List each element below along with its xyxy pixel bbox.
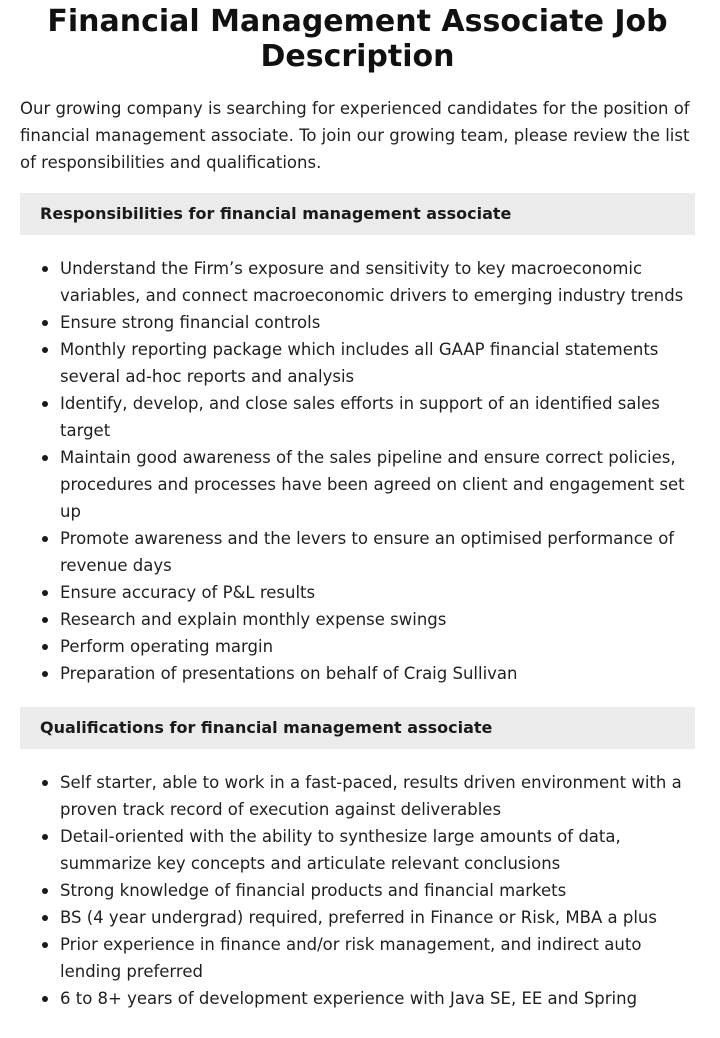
list-item-text: Detail-oriented with the ability to synthesize large amounts of data, summarize key concepts and articulate relevant conclusions — [60, 827, 621, 873]
bullet-icon — [42, 834, 48, 840]
qualifications-heading: Qualifications for financial management associate — [20, 707, 695, 749]
list-item — [20, 390, 695, 444]
list-item-text: Identify, develop, and close sales efforts in support of an identified sales target — [60, 394, 660, 440]
list-item-text: Strong knowledge of financial products and financial markets — [60, 881, 567, 900]
list-item-text: Preparation of presentations on behalf of Craig Sullivan — [60, 664, 518, 683]
list-item-text: Perform operating margin — [60, 637, 274, 656]
bullet-icon — [42, 644, 48, 650]
bullet-icon — [42, 780, 48, 786]
bullet-icon — [42, 401, 48, 407]
list-item — [20, 769, 695, 823]
job-description-page — [20, 0, 695, 1012]
list-item — [20, 931, 695, 985]
list-item-text: Prior experience in finance and/or risk management, and indirect auto lending preferred — [60, 935, 642, 981]
list-item-text: Promote awareness and the levers to ensure an optimised performance of revenue days — [60, 529, 675, 575]
list-item-text: Understand the Firm’s exposure and sensitivity to key macroeconomic variables, and connect macroeconomic drivers to emerging industry trends — [60, 259, 684, 305]
list-item — [20, 633, 695, 660]
qualifications-list — [20, 769, 695, 1012]
list-item-text: Monthly reporting package which includes all GAAP financial statements several ad-hoc reports and analysis — [60, 340, 659, 386]
bullet-icon — [42, 671, 48, 677]
list-item-text: 6 to 8+ years of development experience with Java SE, EE and Spring — [60, 989, 638, 1008]
list-item — [20, 823, 695, 877]
list-item-text: Research and explain monthly expense swings — [60, 610, 447, 629]
list-item — [20, 877, 695, 904]
bullet-icon — [42, 996, 48, 1002]
list-item-text: Ensure strong financial controls — [60, 313, 321, 332]
list-item — [20, 660, 695, 687]
bullet-icon — [42, 617, 48, 623]
bullet-icon — [42, 536, 48, 542]
responsibilities-list — [20, 255, 695, 687]
bullet-icon — [42, 455, 48, 461]
bullet-icon — [42, 942, 48, 948]
list-item — [20, 336, 695, 390]
bullet-icon — [42, 915, 48, 921]
responsibilities-heading: Responsibilities for financial management associate — [20, 193, 695, 235]
list-item — [20, 255, 695, 309]
bullet-icon — [42, 590, 48, 596]
list-item — [20, 904, 695, 931]
list-item — [20, 985, 695, 1012]
intro-paragraph: Our growing company is searching for experienced candidates for the position of financial management associate. To join our growing team, please review the list of responsibilities and qualifications. — [20, 99, 690, 172]
list-item — [20, 606, 695, 633]
list-item-text: Ensure accuracy of P&L results — [60, 583, 316, 602]
list-item — [20, 309, 695, 336]
list-item — [20, 444, 695, 525]
list-item-text: BS (4 year undergrad) required, preferred in Finance or Risk, MBA a plus — [60, 908, 657, 927]
list-item — [20, 579, 695, 606]
bullet-icon — [42, 266, 48, 272]
bullet-icon — [42, 347, 48, 353]
list-item — [20, 525, 695, 579]
page-title: Financial Management Associate Job Description — [47, 4, 668, 74]
bullet-icon — [42, 320, 48, 326]
bullet-icon — [42, 888, 48, 894]
list-item-text: Self starter, able to work in a fast-paced, results driven environment with a proven track record of execution against deliverables — [60, 773, 682, 819]
list-item-text: Maintain good awareness of the sales pipeline and ensure correct policies, procedures and processes have been agreed on client and engagement set up — [60, 448, 685, 521]
